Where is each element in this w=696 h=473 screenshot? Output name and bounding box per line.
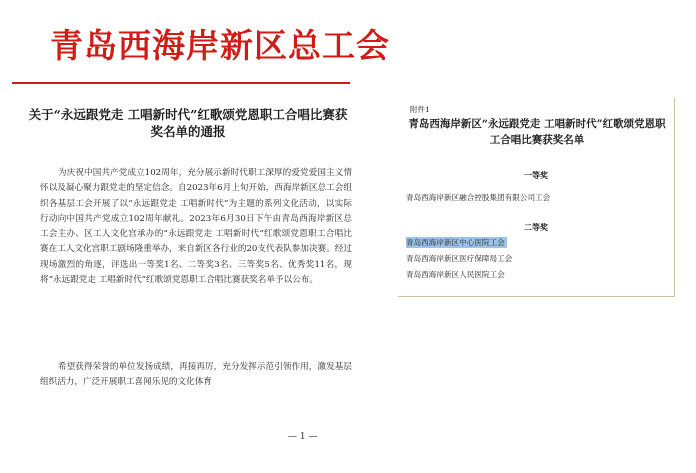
- winner-item: 青岛西海岸新区融合控股集团有限公司工会: [406, 193, 551, 202]
- winner-item: 青岛西海岸新区医疗保障局工会: [406, 254, 513, 263]
- second-prize-heading: 二等奖: [524, 222, 548, 232]
- first-prize-heading: 一等奖: [524, 170, 548, 180]
- annex-label: 附件1: [410, 105, 430, 114]
- annex-page: [398, 98, 675, 297]
- body-paragraph-1: 为庆祝中国共产党成立102周年，充分展示新时代职工深厚的爱党爱国主义情怀以及凝心聚力跟党走的坚定信念。自2023年6月上旬开始，西海岸新区总工会组织各基层工会开展了以“永远跟党走 工唱新时代”为主题的系列文化活动，以实际行动向中国共产党成立102周年献礼。2023年6月30日下午由青岛西海岸新区总工会主办、区工人文化宫承办的“永远跟党走 工唱新时代”红歌颂党恩职工合唱比赛在工人文化宫职工剧场隆重举办，来自新区各行业的20支代表队参加决赛。经过现场激烈的角逐，评选出一等奖1名、二等奖3名、三等奖5名、优秀奖11名，现将“永远跟党走 工唱新时代”红歌颂党恩职工合唱比赛获奖名单予以公布。: [40, 168, 352, 286]
- letterhead-divider: [12, 82, 350, 84]
- annex-title: 青岛西海岸新区“永远跟党走 工唱新时代”红歌颂党恩职工合唱比赛获奖名单: [408, 118, 666, 146]
- winner-item: 青岛西海岸新区人民医院工会: [406, 270, 505, 279]
- winner-item-highlighted[interactable]: 青岛西海岸新区中心医院工会: [406, 238, 505, 247]
- page-number: — 1 —: [288, 432, 318, 442]
- org-letterhead-title: 青岛西海岸新区总工会: [50, 26, 390, 65]
- body-paragraph-2: 希望获得荣誉的单位发扬成绩，再接再厉，充分发挥示范引领作用，激发基层组织活力，广泛开展职工喜闻乐见的文化体育: [40, 362, 352, 388]
- notice-title: 关于“永远跟党走 工唱新时代”红歌颂党恩职工合唱比赛获奖名单的通报: [28, 107, 348, 139]
